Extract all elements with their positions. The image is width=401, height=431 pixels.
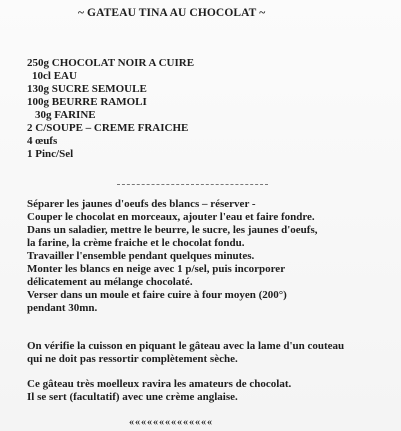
ingredients-list (27, 57, 194, 161)
closing-line: Ce gâteau très moelleux ravira les amateurs de chocolat. (27, 378, 292, 390)
recipe-title: ~ GATEAU TINA AU CHOCOLAT ~ (78, 7, 266, 19)
verification-line: On vérifie la cuisson en piquant le gâteau avec la lame d'un couteau (27, 340, 345, 352)
instruction-line: délicatement au mélange chocolaté. (27, 276, 193, 288)
instruction-line: la farine, la crème fraiche et le chocolat fondu. (27, 237, 245, 249)
decorative-footer: «««««««««««««« (129, 417, 213, 428)
instruction-line: Séparer les jaunes d'oeufs des blancs – réserver - (27, 198, 256, 210)
ingredient-item: 250g CHOCOLAT NOIR A CUIRE (27, 57, 195, 69)
verification-line: qui ne doit pas ressortir complètement sèche. (27, 353, 238, 365)
verification-section (27, 340, 387, 366)
instruction-line: pendant 30mn. (27, 302, 98, 314)
ingredient-item: 1 Pinc/Sel (27, 148, 74, 160)
ingredient-item: 100g BEURRE RAMOLI (27, 96, 147, 108)
ingredient-item: 4 œufs (27, 135, 58, 147)
instruction-line: Verser dans un moule et faire cuire à four moyen (200°) (27, 289, 287, 301)
instruction-line: Monter les blancs en neige avec 1 p/sel, puis incorporer (27, 263, 286, 275)
ingredient-item: 30g FARINE (35, 109, 96, 121)
instruction-line: Travailler l'ensemble pendant quelques minutes. (27, 250, 255, 262)
closing-line: Il se sert (facultatif) avec une crème anglaise. (27, 391, 238, 403)
instruction-line: Dans un saladier, mettre le beurre, le sucre, les jaunes d'oeufs, (27, 224, 318, 236)
section-divider (117, 184, 268, 185)
ingredient-item: 130g SUCRE SEMOULE (27, 83, 147, 95)
ingredient-item: 2 C/SOUPE – CREME FRAICHE (27, 122, 189, 134)
instructions-section (27, 198, 387, 315)
ingredient-item: 10cl EAU (32, 70, 77, 82)
instruction-line: Couper le chocolat en morceaux, ajouter l'eau et faire fondre. (27, 211, 315, 223)
closing-section (27, 378, 387, 404)
